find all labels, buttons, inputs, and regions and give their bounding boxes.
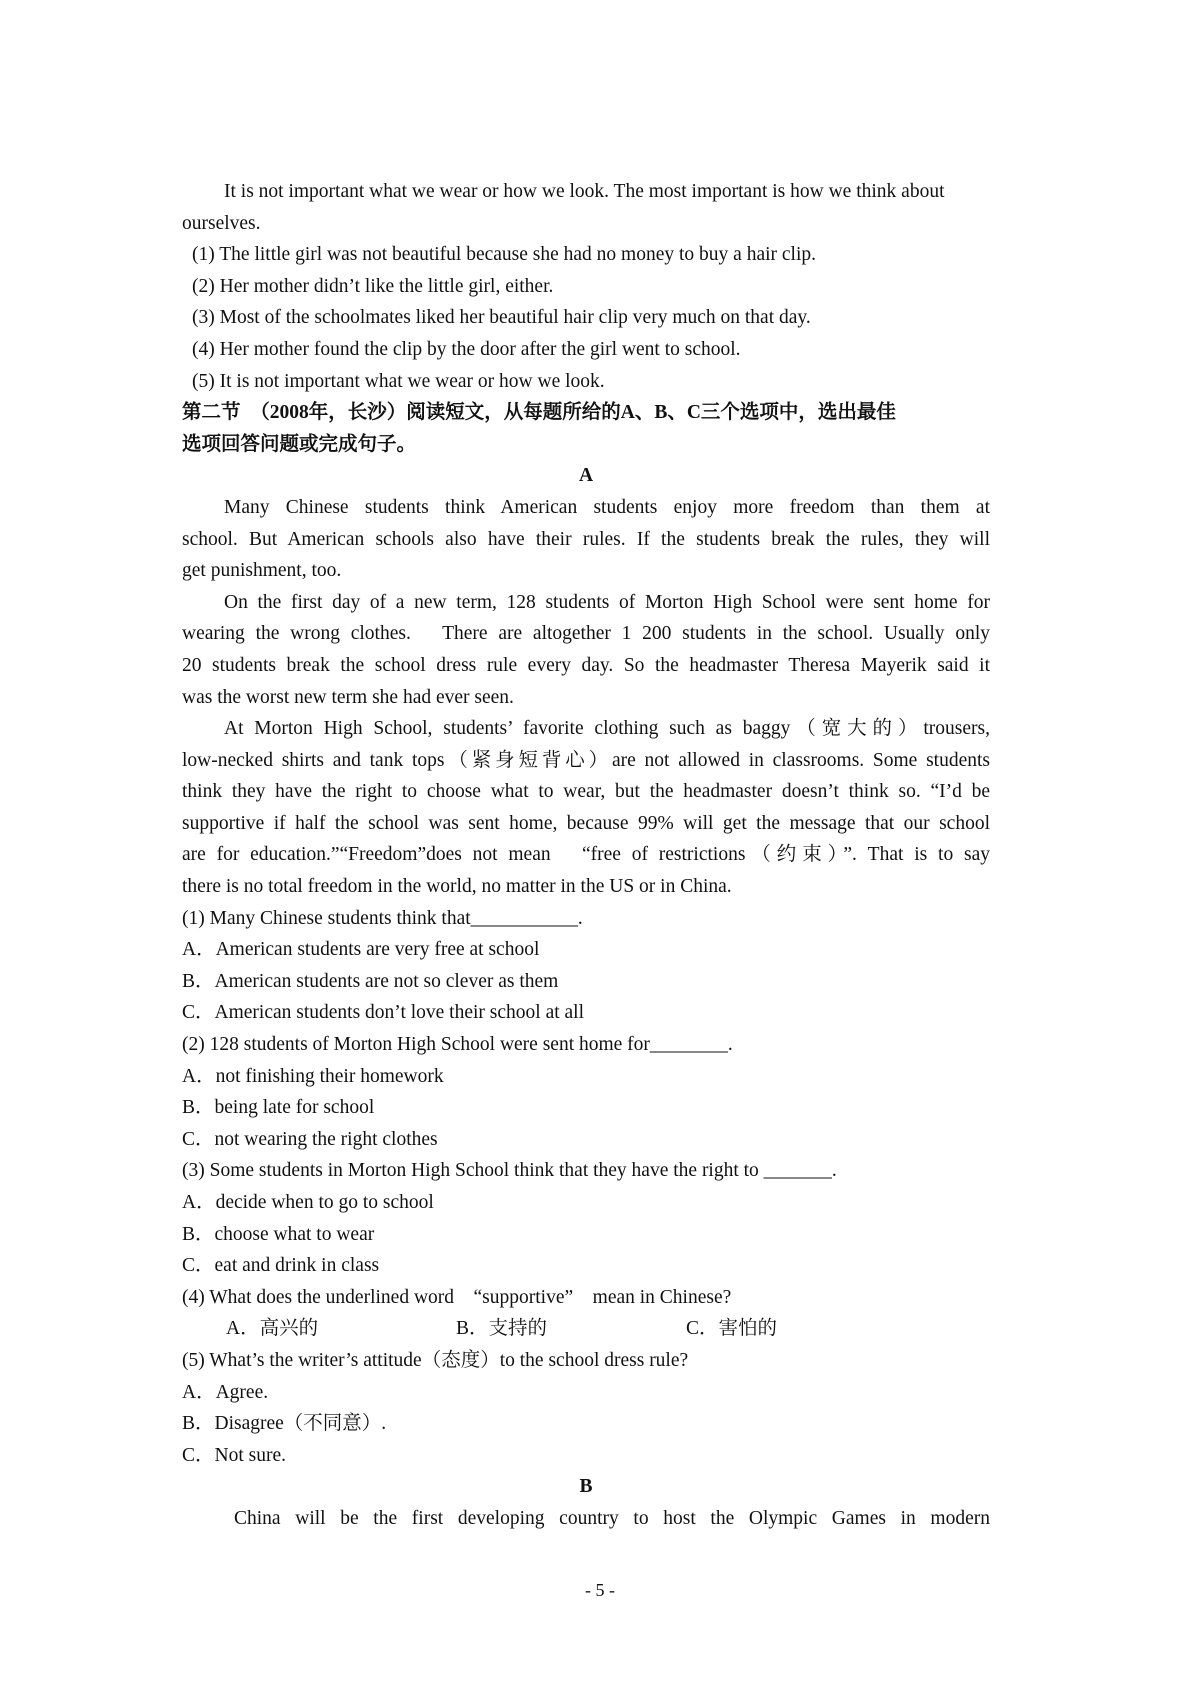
passage-a-line: 20 students break the school dress rule every day. So the headmaster Theresa Mayerik said it bbox=[182, 654, 990, 676]
top-paragraph-line-2: ourselves. bbox=[182, 212, 261, 234]
question-3-option-c: C．eat and drink in class bbox=[182, 1255, 380, 1277]
passage-a-line: Many Chinese students think American students enjoy more freedom than them at bbox=[224, 496, 990, 518]
question-5-option-b: B．Disagree（不同意）. bbox=[182, 1413, 387, 1435]
passage-a-label: A bbox=[578, 465, 594, 487]
statement-3: (3) Most of the schoolmates liked her beautiful hair clip very much on that day. bbox=[192, 307, 811, 329]
passage-a-line: wearing the wrong clothes. There are altogether 1 200 students in the school. Usually only bbox=[182, 623, 990, 645]
passage-a-line: think they have the right to choose what to wear, but the headmaster doesn’t think so. “I’d be bbox=[182, 781, 990, 803]
passage-b-line: China will be the first developing country to host the Olympic Games in modern bbox=[234, 1507, 990, 1529]
section-heading-line-2: 选项回答问题或完成句子。 bbox=[182, 433, 417, 455]
passage-a-line: low-necked shirts and tank tops（紧身短背心）are not allowed in classrooms. Some students bbox=[182, 749, 990, 771]
section-heading-line-1: 第二节 （2008年，长沙）阅读短文，从每题所给的A、B、C三个选项中，选出最佳 bbox=[182, 402, 896, 424]
question-3-option-a: A．decide when to go to school bbox=[182, 1192, 434, 1213]
passage-b-label: B bbox=[579, 1476, 593, 1498]
question-4-option-c: C．害怕的 bbox=[686, 1318, 778, 1340]
passage-a-line: At Morton High School, students’ favorite clothing such as baggy（宽大的）trousers, bbox=[224, 718, 990, 740]
question-5-option-a: A．Agree. bbox=[182, 1381, 269, 1403]
passage-a-line: On the first day of a new term, 128 students of Morton High School were sent home for bbox=[224, 591, 990, 613]
question-2-stem: (2) 128 students of Morton High School were sent home for________. bbox=[182, 1034, 733, 1056]
passage-a-line: are for education.”“Freedom”does not mean “free of restrictions（约束）”. That is to say bbox=[182, 844, 990, 866]
statement-1: (1) The little girl was not beautiful because she had no money to buy a hair clip. bbox=[192, 244, 817, 266]
page-number: - 5 - bbox=[585, 1580, 615, 1600]
question-3-option-b: B．choose what to wear bbox=[182, 1223, 375, 1245]
question-5-option-c: C．Not sure. bbox=[182, 1444, 286, 1466]
question-4-option-a: A．高兴的 bbox=[226, 1318, 319, 1340]
question-1-option-b: B．American students are not so clever as them bbox=[182, 970, 559, 992]
question-1-option-a: A．American students are very free at school bbox=[182, 939, 540, 961]
passage-a-line: get punishment, too. bbox=[182, 560, 342, 582]
passage-a-line: there is no total freedom in the world, no matter in the US or in China. bbox=[182, 876, 732, 898]
question-3-stem: (3) Some students in Morton High School think that they have the right to _______. bbox=[182, 1160, 837, 1182]
passage-a-line: school. But American schools also have their rules. If the students break the rules, they will bbox=[182, 528, 990, 550]
question-4-stem: (4) What does the underlined word “supportive” mean in Chinese? bbox=[182, 1286, 732, 1308]
question-2-option-b: B．being late for school bbox=[182, 1097, 375, 1119]
question-5-stem: (5) What’s the writer’s attitude（态度）to the school dress rule? bbox=[182, 1349, 689, 1371]
page-content bbox=[182, 176, 990, 1535]
question-4-options bbox=[182, 1313, 990, 1345]
passage-a-line: was the worst new term she had ever seen. bbox=[182, 686, 514, 708]
top-paragraph-line-1: It is not important what we wear or how we look. The most important is how we think about bbox=[224, 181, 945, 202]
question-1-stem: (1) Many Chinese students think that___________. bbox=[182, 907, 583, 929]
question-1-option-c: C．American students don’t love their school at all bbox=[182, 1002, 585, 1024]
statement-5: (5) It is not important what we wear or how we look. bbox=[192, 370, 605, 392]
question-2-option-c: C．not wearing the right clothes bbox=[182, 1128, 438, 1150]
question-4-option-b: B．支持的 bbox=[456, 1318, 548, 1340]
statement-4: (4) Her mother found the clip by the door after the girl went to school. bbox=[192, 338, 741, 360]
question-2-option-a: A．not finishing their homework bbox=[182, 1065, 444, 1087]
statement-2: (2) Her mother didn’t like the little girl, either. bbox=[192, 275, 554, 297]
passage-a-line: supportive if half the school was sent home, because 99% will get the message that our school bbox=[182, 812, 990, 834]
